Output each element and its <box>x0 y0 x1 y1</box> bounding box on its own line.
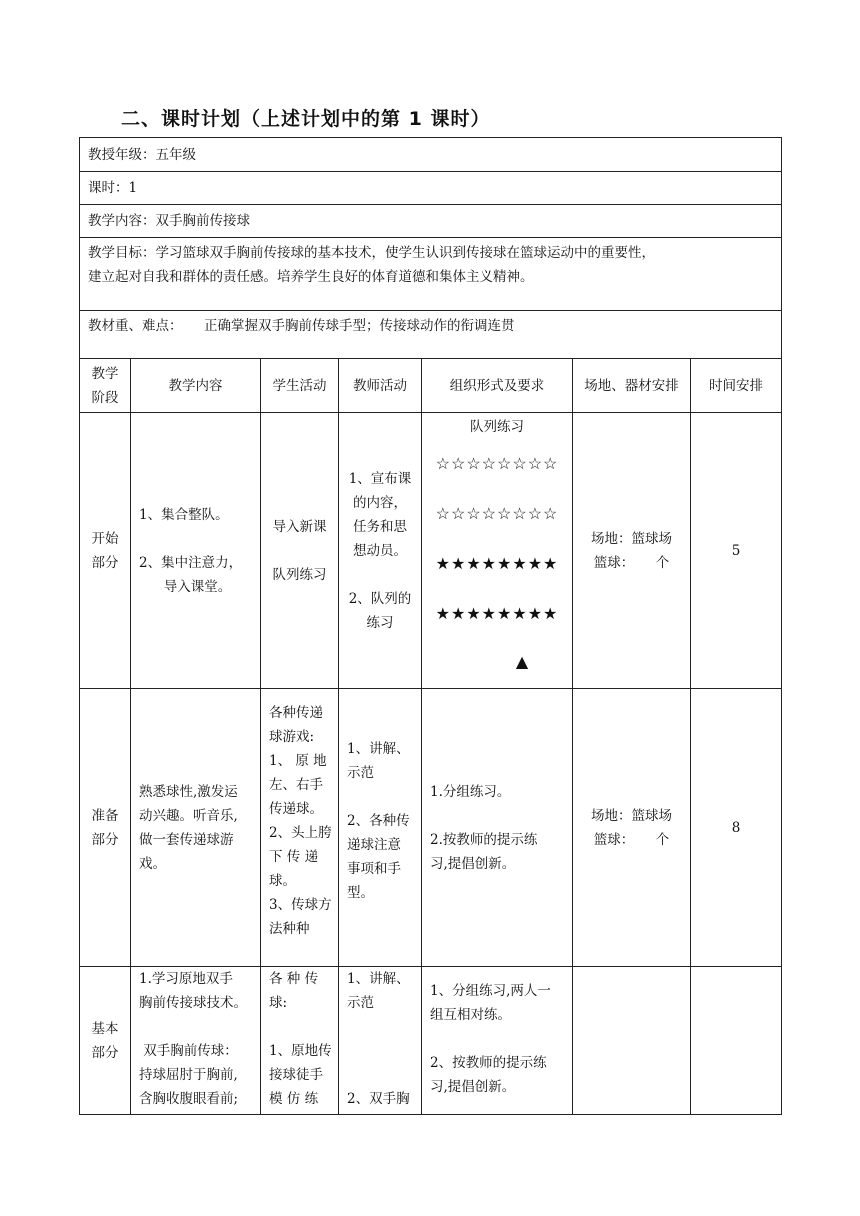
student-prep: 各种传递 球游戏: 1、 原 地 左、右手 传递球。 2、头上胯 下 传 递 球。 3、传球方 法种种 <box>261 689 339 967</box>
time-prep: 8 <box>691 689 782 967</box>
student-basic: 各 种 传 球: 1、原地传 接球徒手 模 仿 练 <box>261 967 339 1115</box>
formation-row-4: ★★★★★★★★ <box>435 604 559 623</box>
teacher-position-marker: ▲ <box>515 652 529 671</box>
lesson-plan-table <box>79 137 782 1115</box>
time-basic <box>691 967 782 1115</box>
phase-basic: 基本 部分 <box>80 967 131 1115</box>
teaching-goal-cell <box>80 238 782 311</box>
content-start: 1、集合整队。 2、集中注意力， 导入课堂。 <box>131 413 261 689</box>
header-phase: 教学 阶段 <box>80 359 131 413</box>
grade-cell: 教授年级：五年级 <box>80 138 782 172</box>
time-start: 5 <box>691 413 782 689</box>
header-content: 教学内容 <box>131 359 261 413</box>
organization-start <box>422 413 573 689</box>
column-header-row <box>80 359 782 413</box>
phase-start: 开始 部分 <box>80 413 131 689</box>
lesson-count-cell: 课时：1 <box>80 172 782 205</box>
table-row-basic <box>80 967 782 1115</box>
venue-basic <box>573 967 691 1115</box>
header-venue: 场地、器材安排 <box>573 359 691 413</box>
table-row-prep <box>80 689 782 967</box>
venue-start: 场地：篮球场 篮球： 个 <box>573 413 691 689</box>
teaching-content-cell: 教学内容：双手胸前传接球 <box>80 205 782 238</box>
teacher-start: 1、宣布课 的内容， 任务和思 想动员。 2、队列的 练习 <box>339 413 422 689</box>
phase-prep: 准备 部分 <box>80 689 131 967</box>
header-organization: 组织形式及要求 <box>422 359 573 413</box>
key-points-cell: 教材重、难点： 正确掌握双手胸前传球手型；传接球动作的衔调连贯 <box>80 311 782 359</box>
organization-basic: 1、分组练习,两人一 组互相对练。 2、按教师的提示练 习,提倡创新。 <box>422 967 573 1115</box>
venue-prep: 场地：篮球场 篮球： 个 <box>573 689 691 967</box>
organization-prep: 1.分组练习。 2.按教师的提示练 习,提倡创新。 <box>422 689 573 967</box>
content-prep: 熟悉球性,激发运 动兴趣。听音乐, 做一套传递球游 戏。 <box>131 689 261 967</box>
goal-line-2: 建立起对自我和群体的责任感。培养学生良好的体育道德和集体主义精神。 <box>88 269 534 285</box>
header-time: 时间安排 <box>691 359 782 413</box>
header-student: 学生活动 <box>261 359 339 413</box>
goal-line-1: 教学目标：学习篮球双手胸前传接球的基本技术，使学生认识到传接球在篮球运动中的重要性， <box>88 245 655 261</box>
student-start: 导入新课 队列练习 <box>261 413 339 689</box>
formation-row-1: ☆☆☆☆☆☆☆☆ <box>435 454 559 473</box>
page-heading: 二、课时计划（上述计划中的第 1 课时） <box>121 108 491 130</box>
formation-row-2: ☆☆☆☆☆☆☆☆ <box>435 504 559 523</box>
formation-title: 队列练习 <box>470 419 524 435</box>
teacher-basic: 1、讲解、 示范 2、双手胸 <box>339 967 422 1115</box>
formation-row-3: ★★★★★★★★ <box>435 554 559 573</box>
teacher-prep: 1、讲解、 示范 2、各种传 递球注意 事项和手 型。 <box>339 689 422 967</box>
header-teacher: 教师活动 <box>339 359 422 413</box>
content-basic: 1.学习原地双手 胸前传接球技术。 双手胸前传球： 持球屈肘于胸前, 含胸收腹眼看前; <box>131 967 261 1115</box>
table-row-start <box>80 413 782 689</box>
